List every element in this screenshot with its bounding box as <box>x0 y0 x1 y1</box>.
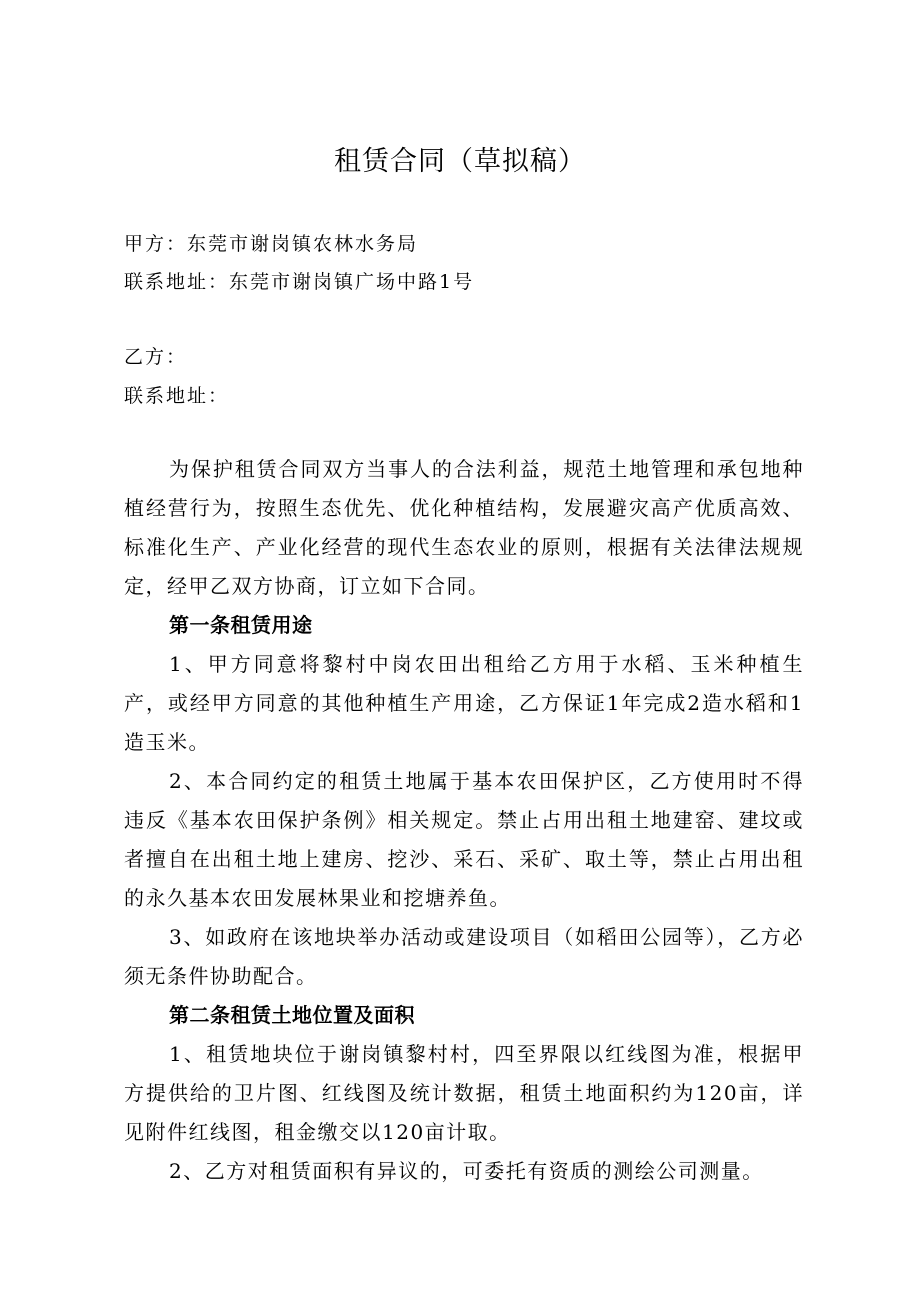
article-1-clause-3: 3、如政府在该地块举办活动或建设项目（如稻田公园等），乙方必须无条件协助配合。 <box>124 925 804 988</box>
document-title: 租赁合同（草拟稿） <box>334 146 586 177</box>
article-1-clause-1: 1、甲方同意将黎村中岗农田出租给乙方用于水稻、玉米种植生产，或经甲方同意的其他种植生产用途，乙方保证1年完成2造水稻和1造玉米。 <box>124 652 804 754</box>
party-b-address: 联系地址： <box>124 385 230 407</box>
article-1-clause-2: 2、本合同约定的租赁土地属于基本农田保护区，乙方使用时不得违反《基本农田保护条例》相关规定。禁止占用出租土地建窑、建坟或者擅自在出租土地上建房、挖沙、采石、采矿、取土等，禁止占用出租的永久基本农田发展林果业和挖塘养鱼。 <box>124 769 804 910</box>
article-2-clause-2: 2、乙方对租赁面积有异议的，可委托有资质的测绘公司测量。 <box>169 1159 764 1183</box>
party-a: 甲方：东莞市谢岗镇农林水务局 <box>124 233 419 255</box>
article-2-clause-1: 1、租赁地块位于谢岗镇黎村村，四至界限以红线图为准，根据甲方提供给的卫片图、红线图及统计数据，租赁土地面积约为120亩，详见附件红线图，租金缴交以120亩计取。 <box>124 1042 804 1144</box>
article-1-heading: 第一条租赁用途 <box>169 613 313 637</box>
preamble-paragraph: 为保护租赁合同双方当事人的合法利益，规范土地管理和承包地种植经营行为，按照生态优先、优化种植结构，发展避灾高产优质高效、标准化生产、产业化经营的现代生态农业的原则，根据有关法律法规规定，经甲乙双方协商，订立如下合同。 <box>124 457 804 598</box>
party-a-address: 联系地址：东莞市谢岗镇广场中路1号 <box>124 271 475 293</box>
article-2-heading: 第二条租赁土地位置及面积 <box>169 1003 415 1027</box>
party-b: 乙方： <box>124 346 188 368</box>
contract-body <box>124 450 804 1191</box>
